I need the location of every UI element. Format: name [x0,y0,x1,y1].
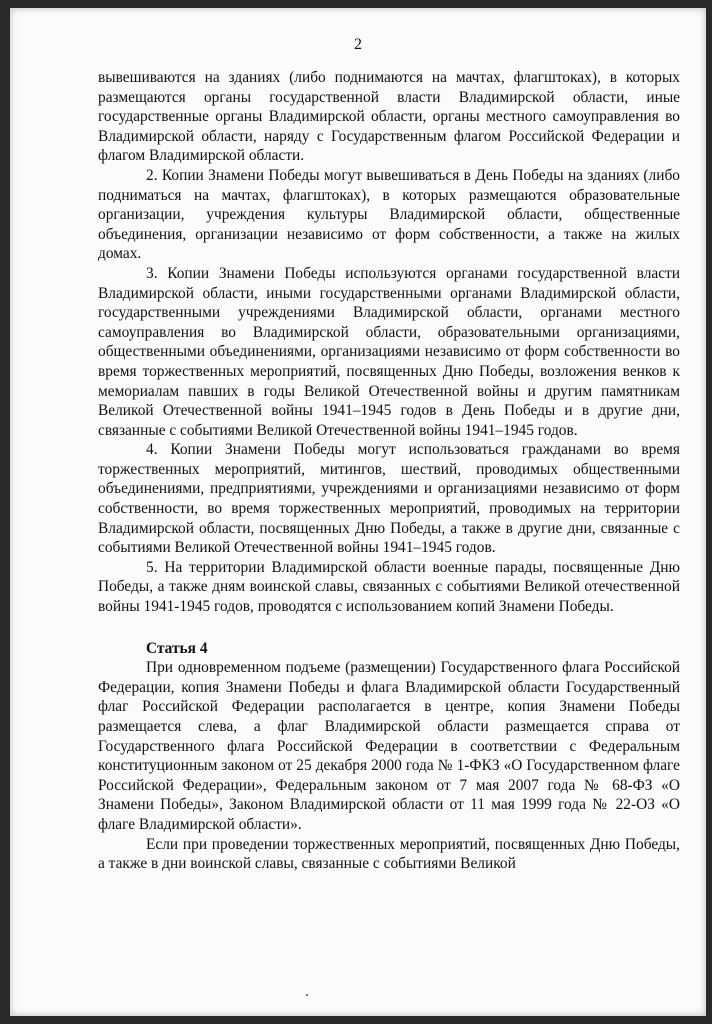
paragraph-item-5: 5. На территории Владимирской области военные парады, посвященные Дню Победы, а также дням воинской славы, связанных с событиями Великой отечественной войны 1941-1945 годов, проводятся с использованием копий Знамени Победы. [98,558,680,616]
article-4-paragraph-2: Если при проведении торжественных мероприятий, посвященных Дню Победы, а также в дни воинской славы, связанные с событиями Великой [98,835,680,873]
document-page [10,8,706,1016]
paragraph-item-4: 4. Копии Знамени Победы могут использоваться гражданами во время торжественных мероприятий, митингов, шествий, проводимых общественными объединениями, предприятиями, учреждениями и организациями независимо от форм собственности, во время торжественных мероприятий, проводимых на территории Владимирской области, посвященных Дню Победы, а также в другие дни, связанные с событиями Великой Отечественной войны 1941–1945 годов. [98,441,680,557]
paragraph-continuation: вывешиваются на зданиях (либо поднимаются на мачтах, флагштоках), в которых размещаются органы государственной власти Владимирской области, иные государственные органы Владимирской области, органы местного самоуправления во Владимирской области, наряду с Государственным флагом Российской Федерации и флагом Владимирской области. [98,69,680,165]
page-number: 2 [354,36,362,53]
paragraph-item-3: 3. Копии Знамени Победы используются органами государственной власти Владимирской области, иными государственными органами Владимирской области, государственными учреждениями Владимирской области, органами местного самоуправления во Владимирской области, образовательными организациями, общественными объединениями, организациями независимо от форм собственности во время торжественных мероприятий, посвященных Дню Победы, возложения венков к мемориалам павших в годы Великой Отечественной войны и другим памятникам Великой Отечественной войны 1941–1945 годов в День Победы и в другие дни, связанные с событиями Великой Отечественной войны 1941–1945 годов. [98,264,680,439]
paragraph-item-2: 2. Копии Знамени Победы могут вывешиваться в День Победы на зданиях (либо подниматься на мачтах, флагштоках), в которых размещаются образовательные организации, учреждения культуры Владимирской области, общественные объединения, организации независимо от форм собственности, а также на жилых домах. [98,166,680,263]
document-body [98,68,680,874]
scan-speck [306,994,308,996]
article-4-paragraph-1: При одновременном подъеме (размещении) Государственного флага Российской Федерации, копия Знамени Победы и флага Владимирской области Государственный флаг Российской Федерации располагается в центре, копия Знамени Победы размещается слева, а флаг Владимирской области размещается справа от Государственного флага Российской Федерации в соответствии с Федеральным конституционным законом от 25 декабря 2000 года № 1-ФКЗ «О Государственном флаге Российской Федерации», Федеральным законом от 7 мая 2007 года № 68-ФЗ «О Знамени Победы», Законом Владимирской области от 11 мая 1999 года № 22-ОЗ «О флаге Владимирской области». [98,659,680,833]
article-heading: Статья 4 [146,639,208,657]
